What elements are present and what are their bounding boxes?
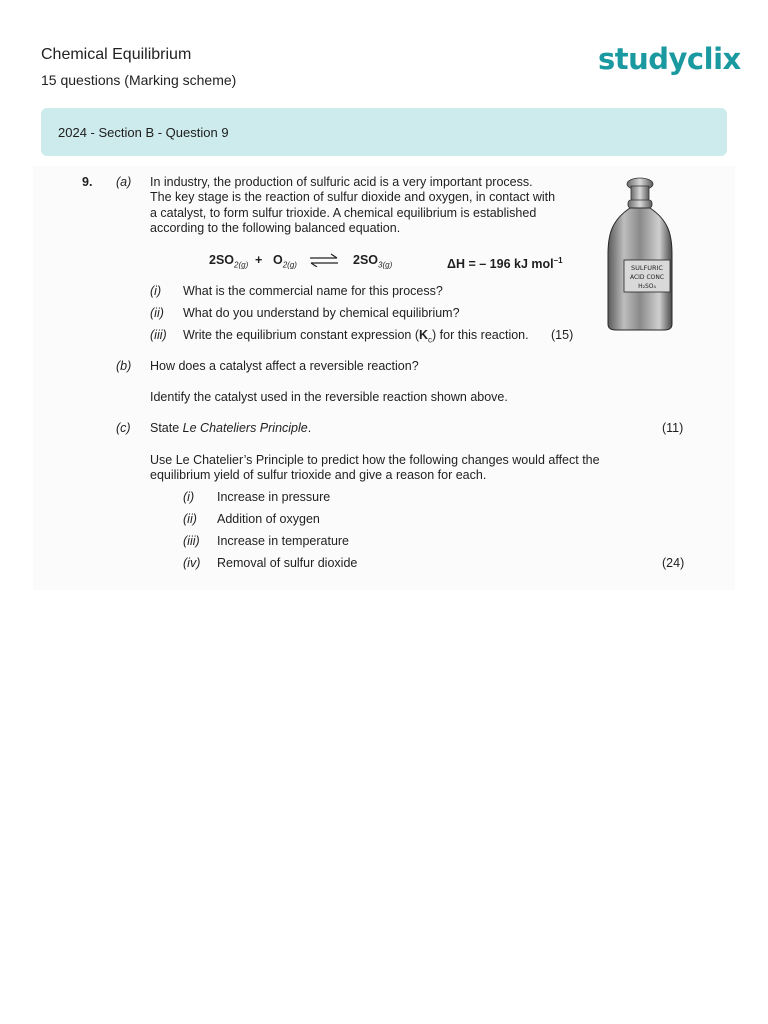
part-c-iv-text: Removal of sulfur dioxide [217,556,358,570]
part-a-line-3: a catalyst, to form sulfur trioxide. A chemical equilibrium is established [150,206,537,220]
part-b-label: (b) [116,359,132,373]
part-c-marks-2: (24) [662,556,685,570]
part-a-ii-label: (ii) [150,306,164,320]
equation-reactant-o2: $O_{2(g)}$ [273,253,297,270]
part-a-i-text: What is the commercial name for this process? [183,284,443,298]
question-banner-label: 2024 - Section B - Question 9 [58,125,229,140]
equation-product-so3: $2SO_{3(g)}$ [353,253,393,270]
sulfuric-acid-bottle-image [604,176,676,332]
part-c-ii-text: Addition of oxygen [217,512,320,526]
part-a-iii-text: Write the equilibrium constant expression $(K_c)$ for this reaction. [183,328,529,345]
part-c-line-3: equilibrium yield of sulfur trioxide and give a reason for each. [150,468,487,482]
part-c-iii-label: (iii) [183,534,200,548]
part-a-label: (a) [116,175,132,189]
part-a-line-4: according to the following balanced equation. [150,221,401,235]
part-b-line-2: Identify the catalyst used in the reversible reaction shown above. [150,390,508,404]
part-c-label: (c) [116,421,131,435]
part-a-ii-text: What do you understand by chemical equilibrium? [183,306,460,320]
part-c-line-2: Use Le Chatelier’s Principle to predict how the following changes would affect the [150,453,600,467]
part-a-line-1: In industry, the production of sulfuric acid is a very important process. [150,175,533,189]
part-c-iii-text: Increase in temperature [217,534,350,548]
part-c-i-label: (i) [183,490,195,504]
bottle-label-line-3: H₂SO₄ [638,283,656,290]
part-c-iv-label: (iv) [183,556,201,570]
studyclix-logo[interactable]: studyclix [598,42,741,76]
part-c-i-text: Increase in pressure [217,490,331,504]
equation-enthalpy: ΔH = – 196 kJ mol$^{-1}$ [447,256,563,272]
part-a-marks: (15) [551,328,574,342]
part-c-line-1: State Le Chateliers Principle. [150,421,312,435]
equation-plus: + [255,253,263,267]
part-a-iii-label: (iii) [150,328,167,342]
part-c-marks-1: (11) [662,421,684,435]
part-a-i-label: (i) [150,284,162,298]
page-subtitle: 15 questions (Marking scheme) [41,72,237,88]
part-a-line-2: The key stage is the reaction of sulfur dioxide and oxygen, in contact with [150,190,556,204]
page-title: Chemical Equilibrium [41,46,192,63]
part-b-line-1: How does a catalyst affect a reversible reaction? [150,359,419,373]
equilibrium-arrows-icon [309,253,339,267]
bottle-label-line-1: SULFURIC [631,264,663,272]
equation-reactant-so2: $2SO_{2(g)}$ [209,253,249,270]
bottle-label-line-2: ACID CONC [629,274,665,281]
question-banner [41,108,727,156]
question-number: 9. [82,175,93,189]
part-c-ii-label: (ii) [183,512,197,526]
